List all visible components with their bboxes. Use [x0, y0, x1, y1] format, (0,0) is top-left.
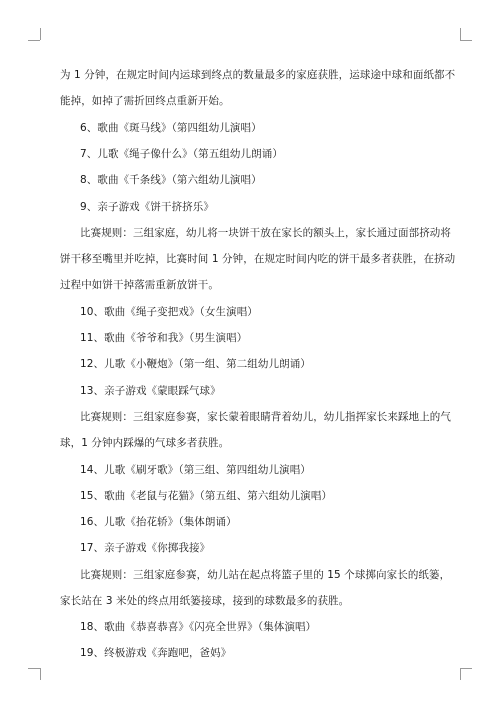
rules-text: 比赛规则：三组家庭参赛，幼儿站在起点将篮子里的 15 个球掷向家长的纸篓，: [80, 569, 451, 581]
program-item: 10、歌曲《绳子变把戏》（女生演唱）: [80, 306, 258, 318]
text-line: 能掉，如掉了需折回终点重新开始。: [60, 95, 230, 107]
rules-text: 比赛规则：三组家庭参赛，家长蒙着眼睛背着幼儿，幼儿指挥家长来踩地上的气: [80, 411, 451, 423]
program-item: 11、歌曲《爷爷和我》（男生演唱）: [80, 332, 248, 344]
program-item: 6、歌曲《斑马线》（第四组幼儿演唱）: [80, 122, 262, 134]
rules-text: 饼干移至嘴里并吃掉，比赛时间 1 分钟，在规定时间内吃的饼干最多者获胜，在挤动: [60, 253, 456, 265]
program-item: 15、歌曲《老鼠与花猫》（第五组、第六组幼儿演唱）: [80, 490, 333, 502]
program-item: 17、亲子游戏《你掷我接》: [80, 542, 211, 554]
rules-text: 比赛规则：三组家庭，幼儿将一块饼干放在家长的额头上，家长通过面部挤动将: [80, 227, 451, 239]
rules-text: 过程中如饼干掉落需重新放饼干。: [60, 279, 219, 291]
program-item: 7、儿歌《绳子像什么》（第五组幼儿朗诵）: [80, 148, 283, 160]
program-item: 12、儿歌《小鞭炮》（第一组、第二组幼儿朗诵）: [80, 358, 311, 370]
program-item: 18、歌曲《恭喜恭喜》《闪亮全世界》（集体演唱）: [80, 621, 317, 633]
program-item: 8、歌曲《千条线》（第六组幼儿演唱）: [80, 174, 262, 186]
rules-text: 球，1 分钟内踩爆的气球多者获胜。: [60, 437, 230, 449]
program-item: 9、亲子游戏《饼干挤挤乐》: [80, 201, 214, 213]
text-line: 为 1 分钟，在规定时间内运球到终点的数量最多的家庭获胜，运球途中球和面纸都不: [60, 69, 456, 81]
program-item: 16、儿歌《抬花轿》（集体朗诵）: [80, 516, 237, 528]
rules-text: 家长站在 3 米处的终点用纸篓接球，接到的球数最多的获胜。: [60, 595, 350, 607]
program-item: 14、儿歌《刷牙歌》（第三组、第四组幼儿演唱）: [80, 464, 311, 476]
program-item: 19、终极游戏《奔跑吧，爸妈》: [80, 647, 232, 659]
program-item: 13、亲子游戏《蒙眼踩气球》: [80, 385, 221, 397]
